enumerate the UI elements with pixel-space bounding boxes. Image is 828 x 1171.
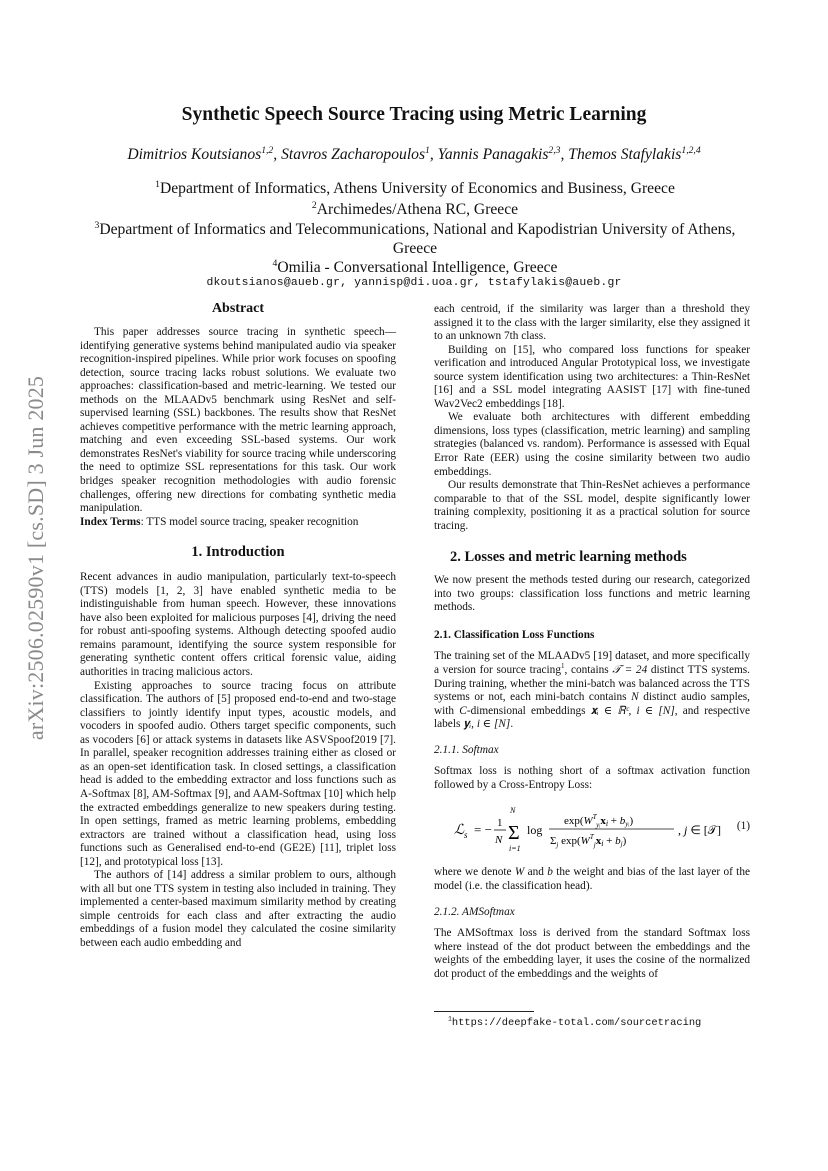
author-affiliation: 2,3	[548, 144, 561, 156]
abstract-heading: Abstract	[211, 301, 265, 316]
svg-text:N: N	[495, 834, 503, 847]
paragraph: Recent advances in audio manipulation, particularly text-to-speech (TTS) models [1, 2, 3] have enabled synthetic media to be indistinguishable from human speech. However, these innovations have also been exploited for malicious purposes [4], driving the need for robust anti-spoofing systems. Although detecting spoofed audio remains paramount, identifying the source system responsible for generating synthetic content offers critical forensic value, aiding authorities in tracing malicious actors.	[80, 571, 396, 679]
index-terms-label: Index Terms	[80, 515, 141, 528]
svg-text:i=1: i=1	[509, 844, 521, 854]
text-run: distinct TTS systems. During training, whether the mini-batch was balanced across the TTS systems or not, each mini-batch contains	[434, 664, 750, 704]
svg-text:log: log	[527, 823, 543, 838]
paragraph: We now present the methods tested during our research, categorized into two groups: classification loss functions and metric learning methods.	[434, 574, 750, 614]
affiliation-number: 2	[311, 199, 317, 211]
footnote-url[interactable]: https://deepfake-total.com/sourcetracing	[451, 1017, 702, 1029]
affiliation-text: Department of Informatics, Athens University of Economics and Business, Greece	[159, 180, 675, 197]
footnote	[448, 1017, 701, 1029]
paragraph: Softmax loss is nothing short of a softmax activation function followed by a Cross-Entropy Loss:	[434, 765, 750, 791]
svg-text:Σj exp(WTjxi + bj): $\Sigma_j$ $\exp(W^T_jxi + bj)$	[550, 833, 627, 850]
paragraph: The authors of [14] address a similar problem to ours, although with all but one TTS system in testing also included in training. They implemented a center-based maximum similarity method by creating simple centroids for each class and after extracting the audio embeddings of a fusion model they calculated the cosine similarity between each audio embedding and	[80, 869, 396, 949]
svg-text:exp(WTyᵢxi + byᵢ): $\exp(W^T_{yᵢ}xi$ + byᵢ)	[564, 813, 634, 830]
paragraph: Building on [15], who compared loss functions for speaker verification and introduced Angular Prototypical loss, we investigate source system identification using two architectures: a Thin-ResNet [16] and a SSL model integrating AASIST [17] with fine-tuned Wav2Vec2 embeddings [18].	[434, 343, 750, 410]
math-inline: W	[514, 866, 525, 879]
footnote-ref: 1	[560, 662, 565, 671]
right-column	[434, 303, 750, 981]
math-inline: 𝐱ᵢ ∈ ℝᶜ, i ∈ [N]	[590, 704, 675, 717]
text-run: , contains	[564, 664, 613, 677]
paragraph: Our results demonstrate that Thin-ResNet achieves a performance comparable to that of the SSL model, despite significantly lower training complexity, positioning it as a practical solution for source tracing.	[434, 479, 750, 532]
author-affiliation: 1,2	[261, 144, 274, 156]
author-name: Dimitrios Koutsianos	[127, 146, 262, 163]
text-run: the weight and bias of the last layer of the model (i.e. the classification head).	[434, 866, 750, 892]
arxiv-stamp	[18, 348, 54, 768]
index-terms-text: : TTS model source tracing, speaker recognition	[140, 515, 359, 528]
math-inline: 𝐲ᵢ, i ∈ [N]	[463, 718, 511, 731]
svg-text:= −: = −	[474, 822, 492, 838]
affiliation	[80, 220, 750, 258]
affiliation-number: 1	[155, 178, 160, 190]
author-list: Dimitrios Koutsianos$^{1,2}$, Stavros Zacharopoulos$^1$, Yannis Panagakis$^{2,3}$, Themos Stafylakis$^{1,2,4}$	[127, 144, 701, 163]
affiliation	[80, 179, 750, 198]
author-emails: dkoutsianos@aueb.gr, yannisp@di.uoa.gr, tstafylakis@aueb.gr	[206, 277, 622, 289]
subsection-heading: 2.1. Classification Loss Functions	[434, 628, 595, 641]
paragraph	[434, 650, 750, 731]
footnote-number: 1	[448, 1015, 452, 1023]
text-run: distinct audio samples, with	[434, 691, 750, 717]
left-column	[80, 300, 396, 951]
paragraph: Existing approaches to source tracing focus on attribute classification. The authors of [5] proposed end-to-end and two-stage classifiers to jointly identify input types, acoustic models, and vocoders in spoofed audio. Others target specific components, such as vocoders [6] or attack systems in datasets like ASVSpoof2019 [7]. In parallel, speaker recognition addresses training either as closed or as an open-set identification task. In closed settings, a classification head is added to the embedding extractor and loss functions such as A-Softmax [8], AM-Softmax [9], and AAM-Softmax [10] which help the extracted embeddings generalize to new speakers during testing. In open settings, framed as metric learning problems, embedding extractors are trained without a classification head, using loss functions such as Generalised end-to-end (GE2E) [11], triplet loss [12], and prototypical loss [13].	[80, 679, 396, 868]
math-inline: N	[631, 691, 639, 704]
paper-title: Synthetic Speech Source Tracing using Metric Learning	[181, 104, 647, 125]
text-run: .	[510, 718, 514, 731]
paragraph: The AMSoftmax loss is derived from the standard Softmax loss where instead of the dot product between the embeddings and the weights of the embedding layer, it uses the cosine of the normalized dot product of the embeddings and the weights of	[434, 927, 750, 980]
paragraph	[434, 866, 750, 893]
affiliation-number: 3	[94, 219, 100, 231]
section-heading: 1. Introduction	[191, 544, 285, 561]
paragraph: each centroid, if the similarity was larger than a threshold they assigned it to the class with the larger similarity, else they assigned it to an unknown 7th class.	[434, 303, 750, 343]
author-name: Themos Stafylakis	[568, 146, 682, 163]
math-inline: C	[459, 704, 467, 717]
math-inline: b	[547, 866, 553, 879]
author-affiliation: 1	[425, 144, 430, 156]
affiliation	[80, 200, 750, 219]
author-name: Yannis Panagakis	[437, 146, 549, 163]
subsubsection-heading: 2.1.2. AMSoftmax	[434, 905, 515, 918]
svg-text:Σ: Σ	[508, 822, 520, 845]
paragraph: We evaluate both architectures with different embedding dimensions, loss types (classification, metric learning) and sampling strategies (balanced vs. random). Performance is assessed with Equal Error Rate (EER) using the cosine similarity between two audio embeddings.	[434, 411, 750, 478]
equation-number: (1)	[736, 820, 750, 833]
text-run: The training set of the MLAADv5 [19] dataset, and more specifically a version for source tracing	[434, 650, 750, 677]
text-run: -dimensional embeddings	[466, 704, 591, 717]
affiliation-number: 4	[272, 257, 278, 269]
eq-lhs-sub: s	[464, 830, 468, 841]
affiliation-text: Department of Informatics and Telecommunications, National and Kapodistrian University of Athens, Greece	[99, 221, 736, 257]
arxiv-id: arXiv:2506.02590v1 [cs.SD] 3 Jun 2025	[23, 375, 48, 741]
svg-text:N: N	[510, 806, 516, 816]
softmax-equation	[454, 804, 724, 856]
affiliation-text: Archimedes/Athena RC, Greece	[316, 201, 519, 218]
svg-text:, j ∈ [𝒯]: , j ∈ [𝒯]	[678, 823, 721, 838]
subsubsection-heading: 2.1.1. Softmax	[434, 743, 499, 756]
text-run: and	[524, 866, 548, 879]
equation	[434, 800, 750, 858]
author-name: Stavros Zacharopoulos	[281, 146, 426, 163]
svg-text:1: 1	[497, 817, 503, 830]
author-affiliation: 1,2,4	[681, 144, 701, 156]
affiliation	[80, 258, 750, 277]
index-terms	[80, 516, 396, 530]
footnote-rule	[434, 1011, 534, 1012]
section-heading: 2. Losses and metric learning methods	[450, 549, 687, 566]
affiliation-text: Omilia - Conversational Intelligence, Greece	[277, 259, 558, 276]
text-run: , and respective labels	[434, 704, 750, 731]
text-run: where we denote	[434, 866, 515, 879]
abstract-text: This paper addresses source tracing in synthetic speech—identifying generative systems behind manipulated audio via speaker recognition-inspired pipelines. While prior work focuses on spoofing detection, source tracing lacks robust solutions. We evaluate two approaches: classification-based and metric-learning. We tested our methods on the MLAADv5 benchmark using ResNet and self-supervised learning (SSL) backbones. The results show that ResNet achieves competitive performance with the metric learning approach, matching and even exceeding SSL-based systems. Our work demonstrates ResNet's viability for source tracing while underscoring the need to optimize SSL representations for this task. Our work bridges speaker recognition methodologies with audio forensic challenges, offering new directions for combating synthetic media manipulation.	[80, 326, 396, 515]
math-inline: 𝒯 = 24	[612, 664, 648, 677]
eq-lhs: ℒ	[454, 823, 465, 839]
